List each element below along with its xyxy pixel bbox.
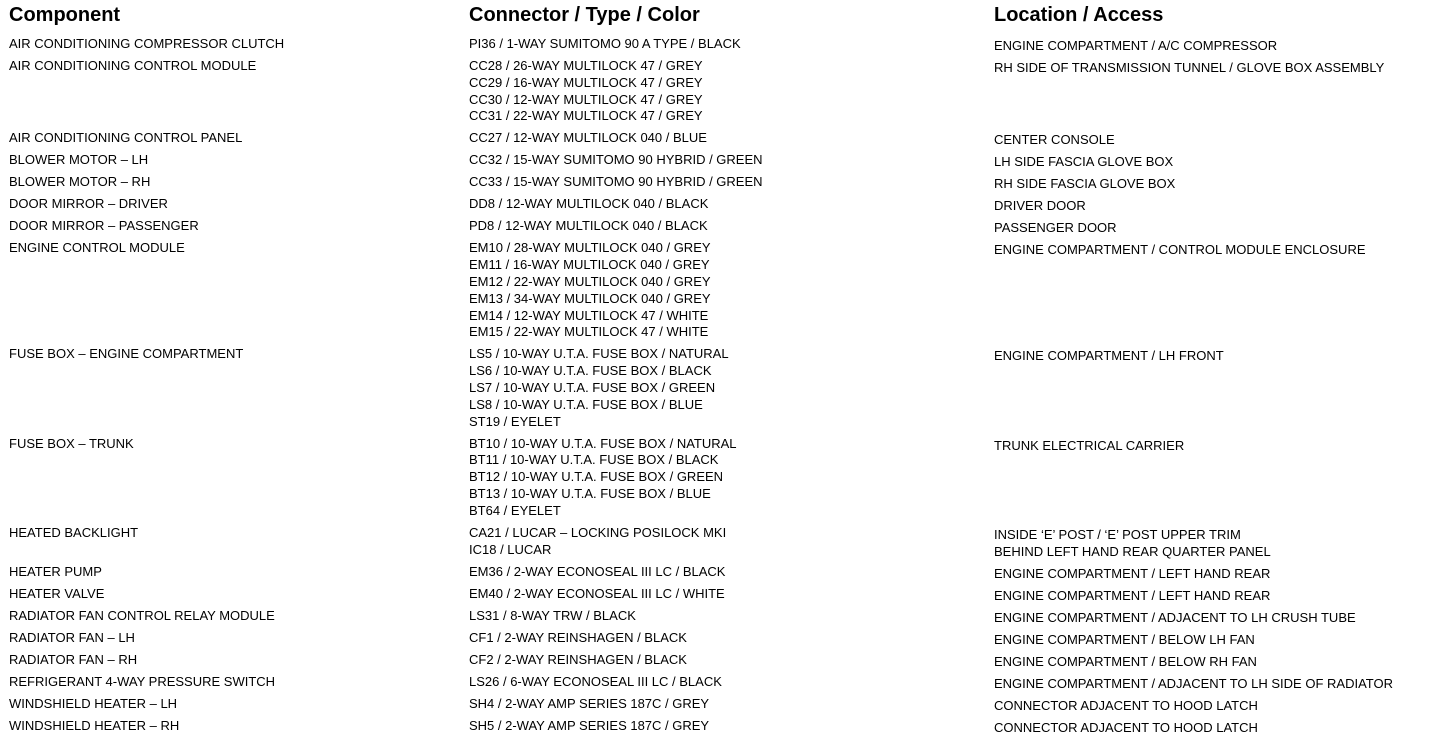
connector-spec: IC18 / LUCAR — [469, 541, 552, 557]
location-line: CONNECTOR ADJACENT TO HOOD LATCH — [994, 719, 1258, 735]
connector-spec: CF1 / 2-WAY REINSHAGEN / BLACK — [469, 629, 687, 645]
component-name: AIR CONDITIONING CONTROL MODULE — [9, 58, 257, 73]
component-name: HEATER VALVE — [9, 585, 105, 601]
location-access — [994, 176, 1175, 193]
location-line: ENGINE COMPARTMENT / ADJACENT TO LH SIDE OF RADIATOR — [994, 675, 1393, 691]
connector-spec: BT10 / 10-WAY U.T.A. FUSE BOX / NATURAL — [469, 435, 737, 451]
location-access — [994, 632, 1255, 649]
connector-spec: EM36 / 2-WAY ECONOSEAL III LC / BLACK — [469, 563, 726, 579]
connector-list — [469, 346, 729, 430]
location-line: RH SIDE OF TRANSMISSION TUNNEL / GLOVE BOX ASSEMBLY — [994, 60, 1385, 75]
location-line: ENGINE COMPARTMENT / BELOW RH FAN — [994, 653, 1257, 669]
location-access — [994, 588, 1270, 605]
connector-spec: CC33 / 15-WAY SUMITOMO 90 HYBRID / GREEN — [469, 174, 763, 190]
component-name: WINDSHIELD HEATER – RH — [9, 717, 180, 733]
connector-spec: EM13 / 34-WAY MULTILOCK 040 / GREY — [469, 290, 711, 306]
location-line: ENGINE COMPARTMENT / LEFT HAND REAR — [994, 587, 1271, 603]
connector-list — [469, 174, 763, 191]
location-access — [994, 198, 1086, 215]
connector-list — [469, 130, 707, 147]
connector-spec: BT12 / 10-WAY U.T.A. FUSE BOX / GREEN — [469, 469, 724, 485]
location-access — [994, 38, 1277, 55]
header-location: Location / Access — [994, 4, 1164, 26]
location-access — [994, 720, 1258, 737]
connector-spec: LS26 / 6-WAY ECONOSEAL III LC / BLACK — [469, 673, 722, 689]
location-access — [994, 60, 1384, 77]
component-name: RADIATOR FAN CONTROL RELAY MODULE — [9, 607, 275, 623]
connector-spec: LS7 / 10-WAY U.T.A. FUSE BOX / GREEN — [469, 379, 716, 395]
connector-spec: EM11 / 16-WAY MULTILOCK 040 / GREY — [469, 257, 710, 273]
connector-spec: BT64 / EYELET — [469, 502, 561, 518]
location-access — [994, 242, 1366, 259]
connector-list — [469, 652, 687, 669]
connector-spec: EM12 / 22-WAY MULTILOCK 040 / GREY — [469, 273, 711, 289]
location-access — [994, 676, 1393, 693]
connector-spec: EM14 / 12-WAY MULTILOCK 47 / WHITE — [469, 307, 709, 323]
component-name: DOOR MIRROR – DRIVER — [9, 196, 168, 212]
connector-spec: SH5 / 2-WAY AMP SERIES 187C / GREY — [469, 717, 710, 733]
location-access — [994, 220, 1117, 237]
component-name: RADIATOR FAN – LH — [9, 629, 135, 645]
connector-spec: CC28 / 26-WAY MULTILOCK 47 / GREY — [469, 58, 703, 73]
component-name: BLOWER MOTOR – RH — [9, 174, 151, 190]
connector-spec: ST19 / EYELET — [469, 413, 561, 429]
connector-list — [469, 696, 709, 713]
connector-list — [469, 218, 708, 235]
location-line: ENGINE COMPARTMENT / LEFT HAND REAR — [994, 565, 1271, 581]
location-line: PASSENGER DOOR — [994, 220, 1117, 236]
connector-spec: EM15 / 22-WAY MULTILOCK 47 / WHITE — [469, 324, 709, 340]
component-name: FUSE BOX – TRUNK — [9, 435, 134, 451]
connector-list — [469, 586, 725, 603]
connector-spec: LS31 / 8-WAY TRW / BLACK — [469, 607, 636, 623]
location-line: CENTER CONSOLE — [994, 132, 1115, 148]
connector-spec: LS8 / 10-WAY U.T.A. FUSE BOX / BLUE — [469, 396, 703, 412]
connector-spec: LS5 / 10-WAY U.T.A. FUSE BOX / NATURAL — [469, 346, 729, 362]
component-name: AIR CONDITIONING COMPRESSOR CLUTCH — [9, 36, 285, 51]
component-name: DOOR MIRROR – PASSENGER — [9, 218, 199, 234]
component-name: HEATED BACKLIGHT — [9, 524, 139, 540]
location-line: ENGINE COMPARTMENT / CONTROL MODULE ENCLOSURE — [994, 242, 1366, 258]
connector-spec: SH4 / 2-WAY AMP SERIES 187C / GREY — [469, 695, 710, 711]
connector-list — [469, 36, 741, 53]
location-access — [994, 566, 1270, 583]
connector-list — [469, 718, 709, 735]
connector-spec: PD8 / 12-WAY MULTILOCK 040 / BLACK — [469, 218, 708, 234]
location-line: ENGINE COMPARTMENT / A/C COMPRESSOR — [994, 38, 1278, 53]
connector-spec: BT13 / 10-WAY U.T.A. FUSE BOX / BLUE — [469, 485, 711, 501]
connector-list — [469, 152, 763, 169]
component-name: FUSE BOX – ENGINE COMPARTMENT — [9, 346, 244, 362]
location-access — [994, 154, 1173, 171]
location-access — [994, 610, 1356, 627]
location-access — [994, 698, 1258, 715]
connector-spec: PI36 / 1-WAY SUMITOMO 90 A TYPE / BLACK — [469, 36, 741, 51]
connector-spec: BT11 / 10-WAY U.T.A. FUSE BOX / BLACK — [469, 452, 719, 468]
location-access — [994, 654, 1257, 671]
component-name: HEATER PUMP — [9, 563, 102, 579]
location-access — [994, 132, 1115, 149]
connector-spec: CA21 / LUCAR – LOCKING POSILOCK MKI — [469, 524, 727, 540]
location-line: DRIVER DOOR — [994, 198, 1086, 214]
connector-spec: DD8 / 12-WAY MULTILOCK 040 / BLACK — [469, 196, 709, 212]
location-line: CONNECTOR ADJACENT TO HOOD LATCH — [994, 697, 1258, 713]
connector-spec: CC32 / 15-WAY SUMITOMO 90 HYBRID / GREEN — [469, 152, 763, 168]
location-access — [994, 348, 1224, 365]
connector-list — [469, 436, 737, 520]
connector-spec: CC29 / 16-WAY MULTILOCK 47 / GREY — [469, 74, 703, 90]
location-line: LH SIDE FASCIA GLOVE BOX — [994, 154, 1174, 170]
connector-list — [469, 196, 708, 213]
header-component: Component — [9, 4, 121, 26]
component-name: BLOWER MOTOR – LH — [9, 152, 149, 168]
connector-spec: CC31 / 22-WAY MULTILOCK 47 / GREY — [469, 108, 703, 124]
connector-list — [469, 240, 711, 341]
connector-spec: LS6 / 10-WAY U.T.A. FUSE BOX / BLACK — [469, 363, 712, 379]
location-access — [994, 527, 1271, 561]
connector-spec: EM10 / 28-WAY MULTILOCK 040 / GREY — [469, 240, 711, 256]
location-access — [994, 438, 1184, 455]
location-line: RH SIDE FASCIA GLOVE BOX — [994, 176, 1176, 192]
connector-list — [469, 525, 726, 559]
connector-spec: CC30 / 12-WAY MULTILOCK 47 / GREY — [469, 91, 703, 107]
connector-spec: CC27 / 12-WAY MULTILOCK 040 / BLUE — [469, 130, 707, 146]
location-line: TRUNK ELECTRICAL CARRIER — [994, 437, 1185, 453]
connector-spec: CF2 / 2-WAY REINSHAGEN / BLACK — [469, 651, 687, 667]
component-name: WINDSHIELD HEATER – LH — [9, 695, 178, 711]
location-line: ENGINE COMPARTMENT / ADJACENT TO LH CRUSH TUBE — [994, 609, 1356, 625]
component-name: RADIATOR FAN – RH — [9, 651, 138, 667]
location-line: BEHIND LEFT HAND REAR QUARTER PANEL — [994, 543, 1271, 559]
location-line: ENGINE COMPARTMENT / BELOW LH FAN — [994, 631, 1255, 647]
connector-list — [469, 608, 636, 625]
location-line: INSIDE ‘E’ POST / ‘E’ POST UPPER TRIM — [994, 526, 1241, 542]
connector-list — [469, 564, 725, 581]
component-name: AIR CONDITIONING CONTROL PANEL — [9, 130, 243, 146]
component-name: ENGINE CONTROL MODULE — [9, 240, 185, 256]
header-connector: Connector / Type / Color — [469, 4, 700, 26]
connector-spec: EM40 / 2-WAY ECONOSEAL III LC / WHITE — [469, 585, 725, 601]
connector-list — [469, 674, 722, 691]
component-name: REFRIGERANT 4-WAY PRESSURE SWITCH — [9, 673, 276, 689]
connector-list — [469, 630, 687, 647]
location-line: ENGINE COMPARTMENT / LH FRONT — [994, 348, 1224, 364]
connector-list — [469, 58, 703, 125]
